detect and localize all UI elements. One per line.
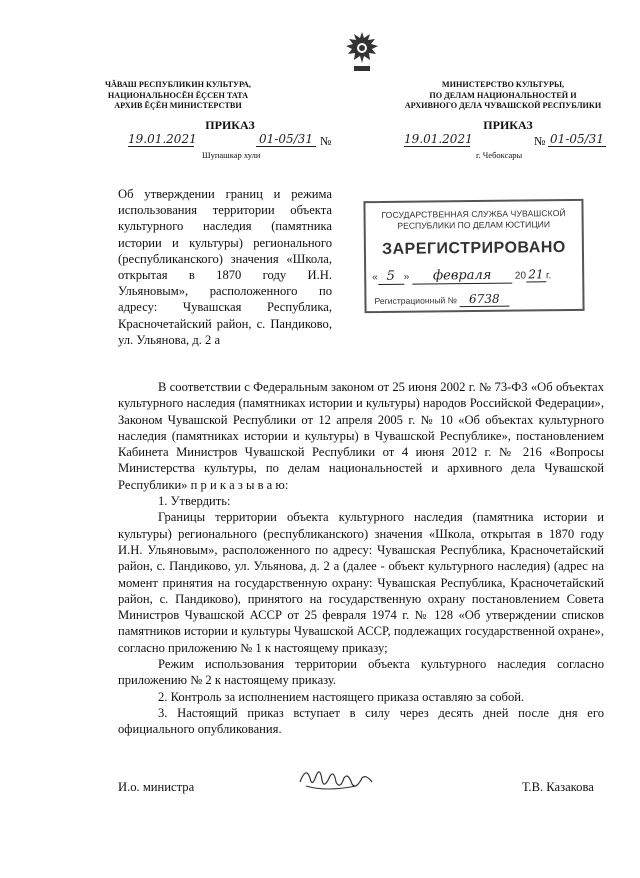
stamp-year-end: г. — [545, 270, 552, 282]
registration-stamp — [363, 199, 584, 313]
body-paragraph: Режим использования территории объекта культурного наследия согласно приложению № 2 к настоящему приказу. — [118, 657, 604, 688]
stamp-reg-label: Регистрационный № — [374, 295, 457, 307]
body-paragraph: 1. Утвердить: — [158, 494, 231, 509]
number-sign-left: № — [320, 134, 332, 148]
body-paragraph: 2. Контроль за исполнением настоящего приказа оставляю за собой. — [158, 689, 525, 704]
signature-name: Т.В. Казакова — [522, 780, 594, 794]
body-paragraph: 3. Настоящий приказ вступает в силу через десять дней после дня его официального опубликования. — [118, 705, 604, 737]
header-left-line: АРХИВ ĔÇĔН МИНИСТЕРСТВИ — [114, 101, 242, 110]
stamp-reg-number: 6738 — [459, 292, 509, 308]
header-right-line: МИНИСТЕРСТВО КУЛЬТУРЫ, — [441, 80, 565, 89]
emblem-icon — [340, 30, 384, 74]
signature-position: И.о. министра — [118, 780, 195, 794]
order-subject: Об утверждении границ и режима использования территории объекта культурного наследия (памятника истории и культуры) регионального (республиканского) значения «Школа, открытая в 1870 году И.Н. Ульяновым», расположенного по адресу: Чувашская Республика, Красночетайский район, с. Пандиково, ул. Ульянова, д. 2 а — [118, 187, 332, 347]
order-body — [118, 379, 604, 738]
stamp-agency-line: ГОСУДАРСТВЕННАЯ СЛУЖБА ЧУВАШСКОЙ — [381, 208, 566, 220]
body-paragraph: Границы территории объекта культурного наследия (памятника истории и культуры) регионального (республиканского) значения «Школа, открытая в 1870 году И.Н. Ульяновым», расположенного по адресу: Чувашская Республика, Красночетайский район, с. Пандиково, ул. Ульянова, д. 2 а (далее - объект культурного наследия) (адрес на момент принятия на государственную охрану: Чувашская Республика, Красночетайский район, с. Пандиково), принятого на государственную охрану постановлением Совета Министров Чувашской АССР от 25 февраля 1974 г. № 128 «Об утверждении списков памятников истории и культуры Чувашской АССР, подлежащих государственной охране», согласно приложению № 1 к настоящему приказу; — [118, 510, 604, 655]
header-left — [88, 80, 268, 112]
city-right: г. Чебоксары — [476, 150, 523, 160]
stamp-registered: ЗАРЕГИСТРИРОВАНО — [381, 239, 566, 258]
date-right: 19.01.2021 — [404, 132, 473, 146]
body-paragraph: В соответствии с Федеральным законом от 25 июня 2002 г. № 73-ФЗ «Об объектах культурного наследия (памятниках истории и культуры) народов Российской Федерации», Законом Чувашской Республики от 12 апреля 2005 г. № 10 «Об объектах культурного наследия (памятниках истории и культуры) в Чувашской Республике», постановлением Кабинета Министров Чувашской Республики от 4 июня 2012 г. № 216 «Вопросы Министерства культуры, по делам национальностей и архивного дела Чувашской Республики» п р и к а з ы в а ю: — [118, 380, 604, 492]
header-left-line: НАЦИОНАЛЬНОСĔН ĔÇСЕН ТАТА — [107, 90, 249, 100]
stamp-date-line: « 5 » февраля 20 21 г. — [372, 267, 552, 284]
number-sign-right: № — [534, 134, 546, 148]
header-right-line: АРХИВНОГО ДЕЛА ЧУВАШСКОЙ РЕСПУБЛИКИ — [404, 101, 602, 110]
stamp-year: 21 — [526, 267, 546, 282]
stamp-month: февраля — [412, 268, 512, 285]
signature-scribble — [296, 764, 376, 796]
stamp-day: 5 — [378, 269, 404, 285]
prikaz-title-left: ПРИКАЗ — [205, 118, 255, 132]
date-left: 19.01.2021 — [128, 132, 197, 146]
header-right-line: ПО ДЕЛАМ НАЦИОНАЛЬНОСТЕЙ И — [429, 90, 577, 100]
stamp-agency-line: РЕСПУБЛИКИ ПО ДЕЛАМ ЮСТИЦИИ — [397, 219, 551, 231]
number-left: 01-05/31 — [256, 132, 316, 147]
prikaz-title-right: ПРИКАЗ — [483, 118, 533, 132]
stamp-reg-line — [374, 291, 574, 308]
header-right — [392, 80, 614, 112]
city-left: Шупашкар хули — [202, 150, 261, 160]
number-right: 01-05/31 — [548, 132, 606, 147]
header-left-line: ЧĂВАШ РЕСПУБЛИКИН КУЛЬТУРА, — [105, 80, 251, 89]
stamp-year-prefix: 20 — [514, 270, 527, 282]
